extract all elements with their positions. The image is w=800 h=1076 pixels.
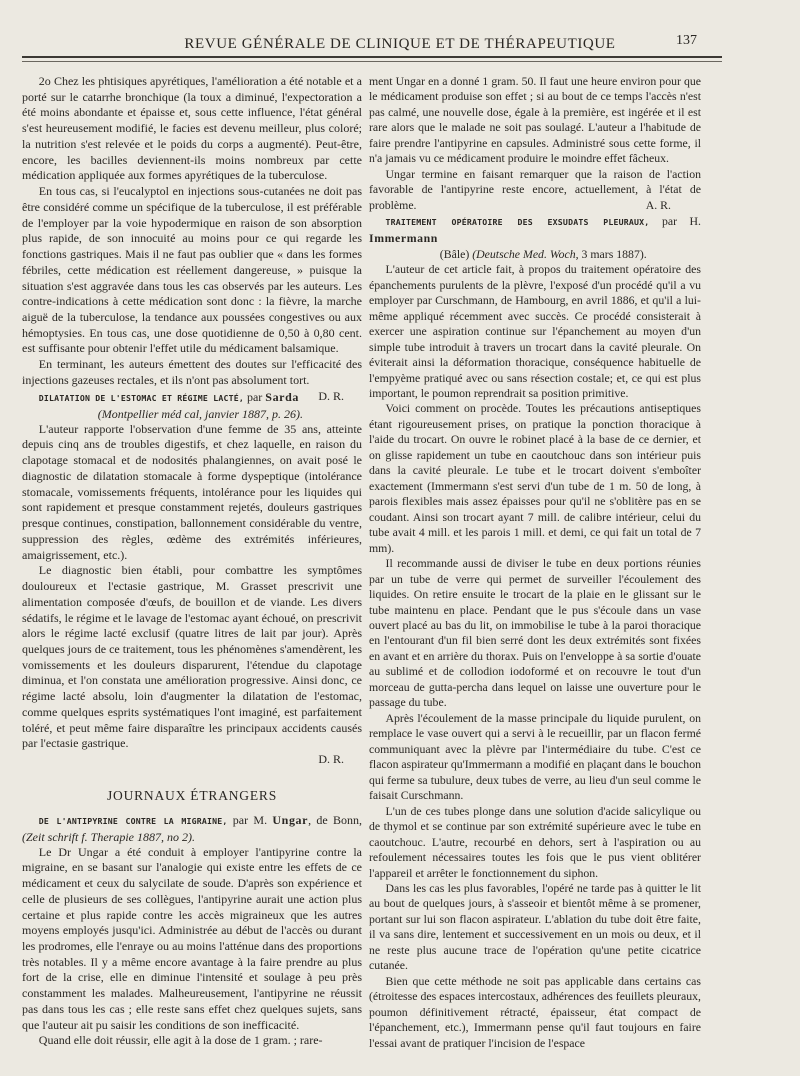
source-journal: (Deutsche Med. Woch,	[472, 247, 579, 262]
signature: D. R.	[318, 752, 344, 767]
paragraph: 2o Chez les phtisiques apyrétiques, l'amélioration a été notable et a porté sur le catarrhe bronchique (la toux a diminué, l'expectoration a été moins abondante et épaisse et, sous cette influence, l'état général s'est heureusement modifié, le facies est devenu meilleur, plus coloré; la nutrition s'est relevée et le poids du corps a augmenté). Peut-être, encore, les bacilles deviennent-ils moins nombreux par cette médication appliquée aux formes apyrétiques de la tuberculose.	[22, 74, 362, 183]
heading-par: par H.	[649, 214, 701, 229]
header-rule	[22, 56, 722, 58]
source-place: (Bâle)	[439, 247, 473, 262]
paragraph: Voici comment on procède. Toutes les précautions antiseptiques étant rigoureusement prises, on pratique la ponction thoracique à l'aide du trocart. On ouvre le robinet placé à la base de ce dernier, et on glisse rapidement un tube en caoutchouc dans son intérieur puis dans la cavité pleurale. Le tube et le trocart doivent s'emboîter exactement (Immermann s'est servi d'un tube de 1 m. 50 de long, à parois flexibles mais assez épaisses pour qu'il ne s'oblitère pas en se coudant. Ainsi son trocart ayant 7 mill. de calibre intérieur, celui du tube avait 4 mill. et les parois 1 mill. et demi, ce qui fait un total de 7 mm).	[369, 401, 701, 555]
article-author: Immermann	[369, 231, 438, 246]
article-title: TRAITEMENT OPÉRATOIRE DES EXSUDATS PLEURAUX,	[385, 217, 650, 228]
paragraph: Le diagnostic bien établi, pour combattre les symptômes douloureux et l'ectasie gastrique, M. Grasset prescrivit une alimentation composée d'œufs, de bouillon et de viande. Les divers sédatifs, le régime et le lavage de l'estomac ayant échoué, on prescrivit alors le régime lacté exclusif (quatre litres de lait par jour). Après quelques jours de ce traitement, tous les phénomènes s'amendèrent, les vomissements et les douleurs disparurent, l'étendue du clapotage diminua, et l'on constata une amélioration progressive. Ainsi donc, ce régime lacté absolu, loin d'augmenter la dilatation de l'estomac, comme quelques esprits systématiques l'ont imaginé, est parfaitement toléré, et peut même faire disparaître les principaux accidents causés par l'ectasie gastrique.	[22, 563, 362, 751]
signature: D. R.	[318, 388, 344, 403]
heading-par: par M.	[227, 812, 273, 827]
running-title: REVUE GÉNÉRALE DE CLINIQUE ET DE THÉRAPEUTIQUE	[184, 36, 616, 52]
paragraph-text: En terminant, les auteurs émettent des doutes sur l'efficacité des injections gazeuses rectales, et ils n'ont pas absolument tort.	[22, 357, 362, 387]
article-heading	[22, 812, 362, 845]
article-source: (Montpellier méd cal, janvier 1887, p. 26).	[97, 406, 304, 421]
signature: A. R.	[645, 197, 671, 212]
paragraph: Quand elle doit réussir, elle agit à la dose de 1 gram. ; rare-	[38, 1033, 323, 1048]
article-source	[369, 246, 701, 262]
paragraph: Après l'écoulement de la masse principale du liquide purulent, on remplace le vase ouvert qui a servi à le recueillir, par un flacon fermé communiquant avec la plèvre par l'intermédiaire du tube. C'est ce flacon aspirateur qu'Immermann a modifié en plaçant dans le bouchon qui ferme sa tubulure, deux tubes de verre, au lieu d'un seul comme le faisait Curschmann.	[369, 710, 701, 803]
paragraph: Dans les cas les plus favorables, l'opéré ne tarde pas à quitter le lit au bout de quelques jours, à s'asseoir et bientôt même à se promener, portant sur lui son flacon aspirateur. L'ablation du tube doit être faite, il va sans dire, lentement et successivement en un mois ou deux, et il ne reste plus aucune trace de l'opération qu'une petite cicatrice cutanée.	[369, 880, 701, 973]
heading-par: par	[243, 389, 266, 404]
paragraph: Il recommande aussi de diviser le tube en deux portions réunies par un tube de verre qui permet de surveiller l'écoulement des liquides. On retire ensuite le trocart de la plaie en le glissant sur le tube maintenu en place. Pendant que le pus s'écoule dans un vase ouvert placé au bas du lit, on immobilise le tube à la paroi thoracique en l'entourant d'un fil bien serré dont les deux extrémités sont fixées en avant et en arrière du thorax. Puis on l'enveloppe à sa sortie d'ouate au sublimé et de collodion iodoformé et on recouvre le tout d'un morceau de gutta-percha dans lequel on laisse une ouverture pour le passage du tube.	[369, 556, 701, 710]
paragraph-text: Ungar termine en faisant remarquer que la raison de l'action favorable de l'antipyrine reste encore, actuellement, à l'état de problème.	[369, 166, 701, 212]
article-title: DILATATION DE L'ESTOMAC ET RÉGIME LACTÉ,	[38, 392, 244, 403]
header-rule-thin	[22, 61, 722, 62]
article-source: (Zeit schrift f. Therapie 1887, no 2).	[22, 829, 195, 844]
left-column	[22, 74, 362, 1049]
paragraph: L'un de ces tubes plonge dans une solution d'acide salicylique ou de thymol et se continue par son extrémité supérieure avec le tube en caoutchouc. L'autre, recourbé en dehors, sert à l'aspiration ou au refoulement nécessaires toutes les fois que le pus vient oblitérer l'appareil et arrêter le fonctionnement du siphon.	[369, 803, 701, 880]
paragraph: Bien que cette méthode ne soit pas applicable dans certains cas (étroitesse des espaces intercostaux, adhérences des feuillets pleuraux, poumon définitivement rétracté, épaisseur, état compact de l'épanchement, etc.), Immermann pense qu'il faut toujours en faire l'essai avant de pratiquer l'incision de l'espace	[369, 973, 701, 1050]
paragraph: Le Dr Ungar a été conduit à employer l'antipyrine contre la migraine, en se basant sur l'analogie qui existe entre les effets de ce médicament et ceux du salycilate de soude. D'après son expérience et celle de plusieurs de ses collègues, l'antipyrine aurait une action plus certaine et plus rapide contre les accès migraineux que les autres moyens employés jusqu'ici. Administrée au début de l'accès ou durant les prodromes, elle l'enraye ou au moins l'atténue dans des proportions très notables. Il y a même encore avantage à la faire prendre au plus fort de la crise, elle en diminue l'intensité et soulage à peu près constamment les malades. Malheureusement, l'antipyrine ne réussit pas dans tous les cas ; elle reste sans effet chez quelques sujets, sans que l'auteur ait pu saisir les conditions de son inefficacité.	[22, 844, 362, 1032]
source-date: 3 mars 1887).	[578, 247, 647, 262]
paragraph: ment Ungar en a donné 1 gram. 50. Il faut une heure environ pour que le médicament produise son effet ; si au bout de ce temps l'accès n'est pas calmé, une nouvelle dose, égale à la première, est ingérée et il est rare alors que le malade ne soit pas soulagé. L'auteur a l'habitude de faire prendre l'antipyrine en capsules. Administré sous cette forme, il n'a jamais vu ce médicament produire le moindre effet fâcheux.	[369, 74, 701, 166]
paragraph: L'auteur de cet article fait, à propos du traitement opératoire des épanchements purulents de la plèvre, l'exposé d'un procédé qu'il a vu employer par Curschmann, de Hambourg, en avril 1886, et qu'il a lui-même appliqué récemment avec succès. Ce procédé consisterait à exercer une aspiration continue sur l'épanchement au moyen d'un simple tube introduit à travers un trocart dans la cavité pleurale. On éviterait ainsi la déformation thoracique, conséquence habituelle de l'empyème pratiqué avec ou sans résection costale; et, ce qui est plus important, le poumon reprendrait sa position primitive.	[369, 262, 701, 400]
article-author: Sarda	[265, 389, 299, 404]
article-heading	[369, 213, 701, 262]
paragraph: L'auteur rapporte l'observation d'une femme de 35 ans, atteinte depuis cinq ans de troubles digestifs, et chez laquelle, en raison du clapotage stomacal et de nodosités phalangiennes, on avait posé le diagnostic de dilatation stomacale à forme dyspeptique (intolérance stomacale, vomissements fréquents, intolérance pour les liquides qui sont rapidement et presque constamment rejetés, douleurs gastriques presque continues, constipation, ballonnement considérable du ventre, suppression des règles, œdème des extrémités inférieures, amaigrissement, etc.).	[22, 421, 362, 562]
paragraph	[369, 167, 701, 213]
article-title: DE L'ANTIPYRINE CONTRE LA MIGRAINE,	[38, 815, 228, 826]
right-column	[369, 74, 701, 1051]
page-number: 137	[676, 33, 697, 48]
article-place: , de Bonn,	[308, 812, 362, 827]
article-author: Ungar	[272, 812, 309, 827]
section-title: JOURNAUX ÉTRANGERS	[106, 787, 278, 803]
paragraph: En tous cas, si l'eucalyptol en injections sous-cutanées ne doit pas être considéré comme un spécifique de la tuberculose, il est préférable de l'employer par la voie hypodermique en raison de son absorption plus rapide, de son innocuité au moins pour ce qui regarde les fonctions gastriques. Mais il ne faut pas oublier que « dans les formes fébriles, cette médication est réellement dangereuse, » puisque la situation s'est aggravée dans tous les cas observés par les auteurs. Les contre-indications à cette médication sont donc : la fièvre, la marche aiguë de la tuberculose, la tendance aux poussées congestives ou aux hémoptysies. En tous cas, une dose quotidienne de 0,50 à 0,80 cent. est suffisante pour obtenir l'effet utile du médicament balsamique.	[22, 184, 362, 356]
